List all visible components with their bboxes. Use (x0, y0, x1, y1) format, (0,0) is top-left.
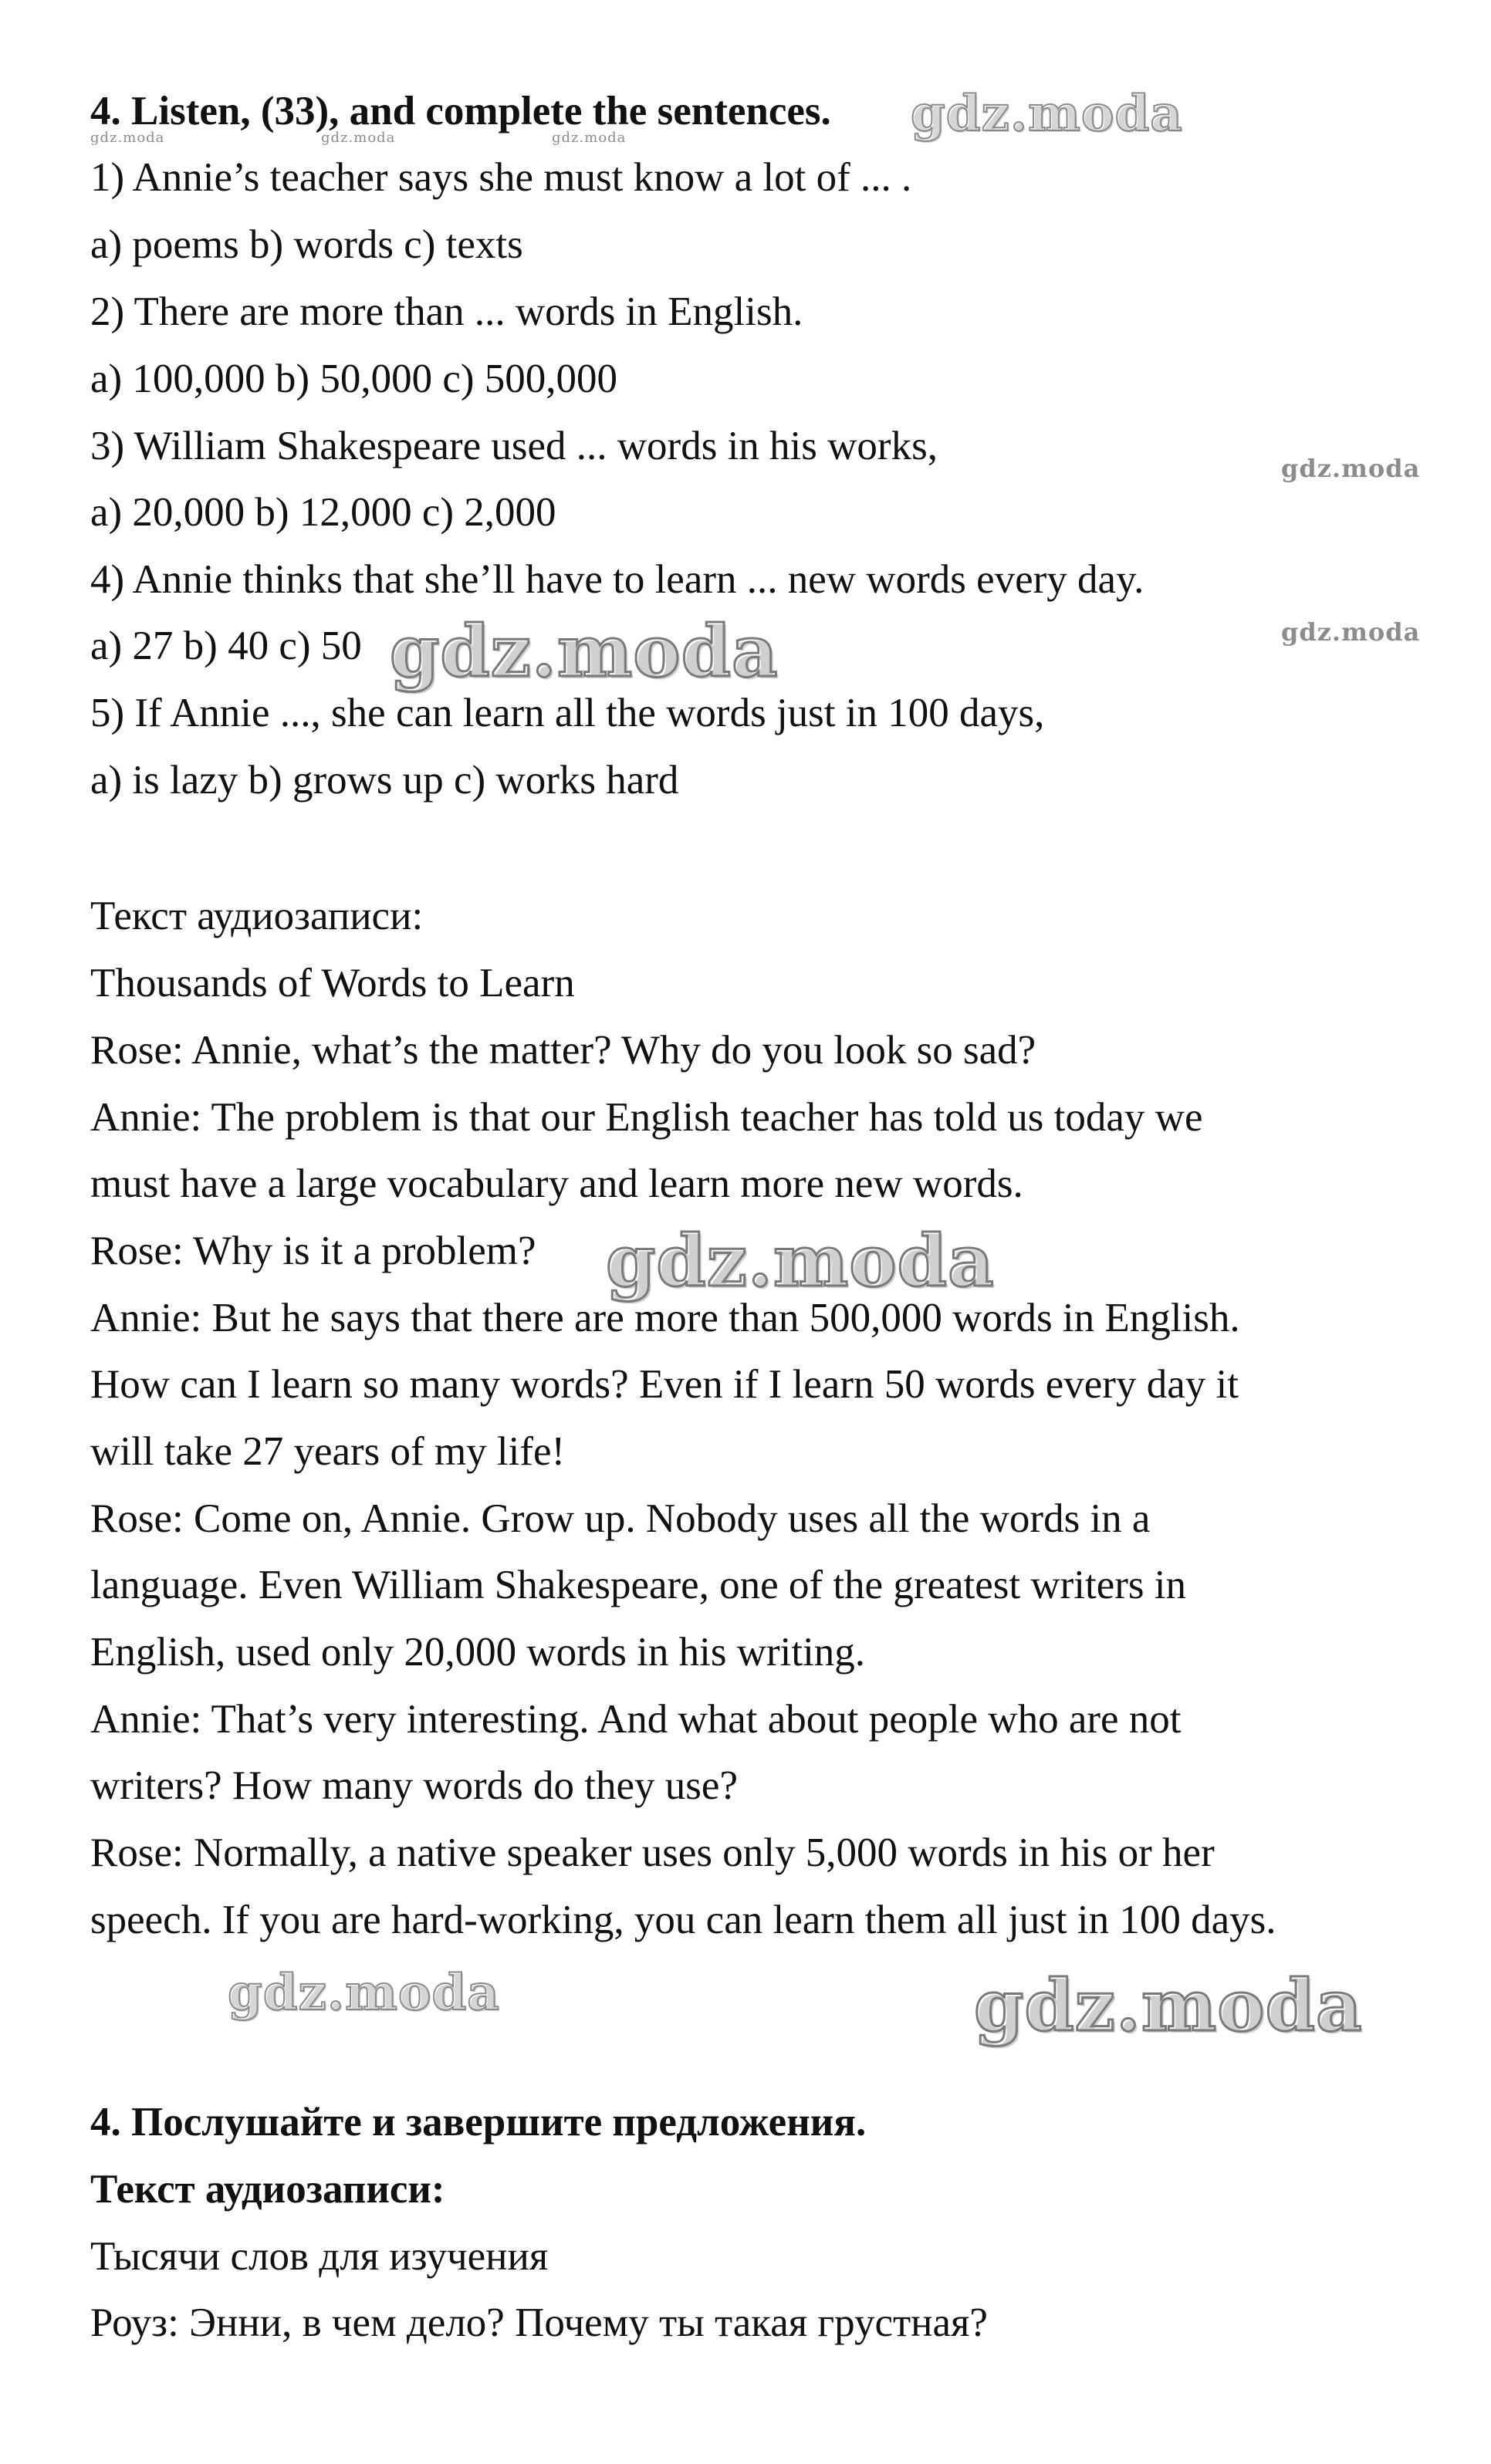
translation-label: Текст аудиозаписи: (90, 2167, 445, 2212)
transcript-line: speech. If you are hard-working, you can learn them all just in 100 days. (90, 1898, 1276, 1942)
transcript-line: Rose: Annie, what’s the matter? Why do you look so sad? (90, 1028, 1036, 1073)
transcript-line: language. Even William Shakespeare, one of the greatest writers in (90, 1563, 1187, 1607)
question-5: 5) If Annie ..., she can learn all the words just in 100 days, (90, 691, 1045, 735)
transcript-line: English, used only 20,000 words in his writing. (90, 1630, 866, 1675)
question-2: 2) There are more than ... words in English. (90, 289, 803, 334)
watermark: gdz.moda (974, 1964, 1363, 2047)
transcript-line: writers? How many words do they use? (90, 1763, 738, 1808)
watermark: gdz.moda (228, 1964, 500, 2022)
options-4: a) 27 b) 40 c) 50 (90, 624, 362, 668)
translation-heading: 4. Послушайте и завершите предложения. (90, 2100, 867, 2145)
watermark: gdz.moda (321, 130, 396, 146)
transcript-line: Annie: That’s very interesting. And what about people who are not (90, 1697, 1182, 1742)
transcript-title: Thousands of Words to Learn (90, 961, 575, 1006)
transcript-line: Annie: But he says that there are more than 500,000 words in English. (90, 1296, 1240, 1340)
watermark: gdz.moda (606, 1219, 995, 1303)
watermark: gdz.moda (390, 610, 779, 693)
transcript-line: will take 27 years of my life! (90, 1429, 566, 1474)
transcript-line: How can I learn so many words? Even if I learn 50 words every day it (90, 1362, 1239, 1407)
translation-title: Тысячи слов для изучения (90, 2234, 549, 2279)
watermark: gdz.moda (911, 85, 1183, 143)
watermark: gdz.moda (1281, 617, 1421, 647)
transcript-label: Текст аудиозаписи: (90, 894, 424, 938)
options-1: a) poems b) words c) texts (90, 222, 523, 267)
options-2: a) 100,000 b) 50,000 c) 500,000 (90, 357, 617, 401)
translation-first-line: Роуз: Энни, в чем дело? Почему ты такая грустная? (90, 2300, 988, 2345)
question-1: 1) Annie’s teacher says she must know a lot of ... . (90, 155, 912, 200)
options-5: a) is lazy b) grows up c) works hard (90, 758, 679, 803)
watermark: gdz.moda (90, 130, 165, 146)
options-3: a) 20,000 b) 12,000 c) 2,000 (90, 490, 556, 535)
transcript-line: Rose: Why is it a problem? (90, 1229, 536, 1273)
watermark: gdz.moda (1281, 454, 1421, 483)
transcript-line: Rose: Come on, Annie. Grow up. Nobody uses all the words in a (90, 1496, 1151, 1541)
watermark: gdz.moda (552, 130, 627, 146)
exercise-heading: 4. Listen, (33), and complete the sentences. (90, 89, 831, 134)
transcript-line: Rose: Normally, a native speaker uses only 5,000 words in his or her (90, 1830, 1215, 1875)
question-3: 3) William Shakespeare used ... words in his works, (90, 424, 938, 468)
transcript-line: must have a large vocabulary and learn more new words. (90, 1161, 1023, 1206)
transcript-line: Annie: The problem is that our English teacher has told us today we (90, 1095, 1203, 1140)
question-4: 4) Annie thinks that she’ll have to learn ... new words every day. (90, 557, 1144, 602)
